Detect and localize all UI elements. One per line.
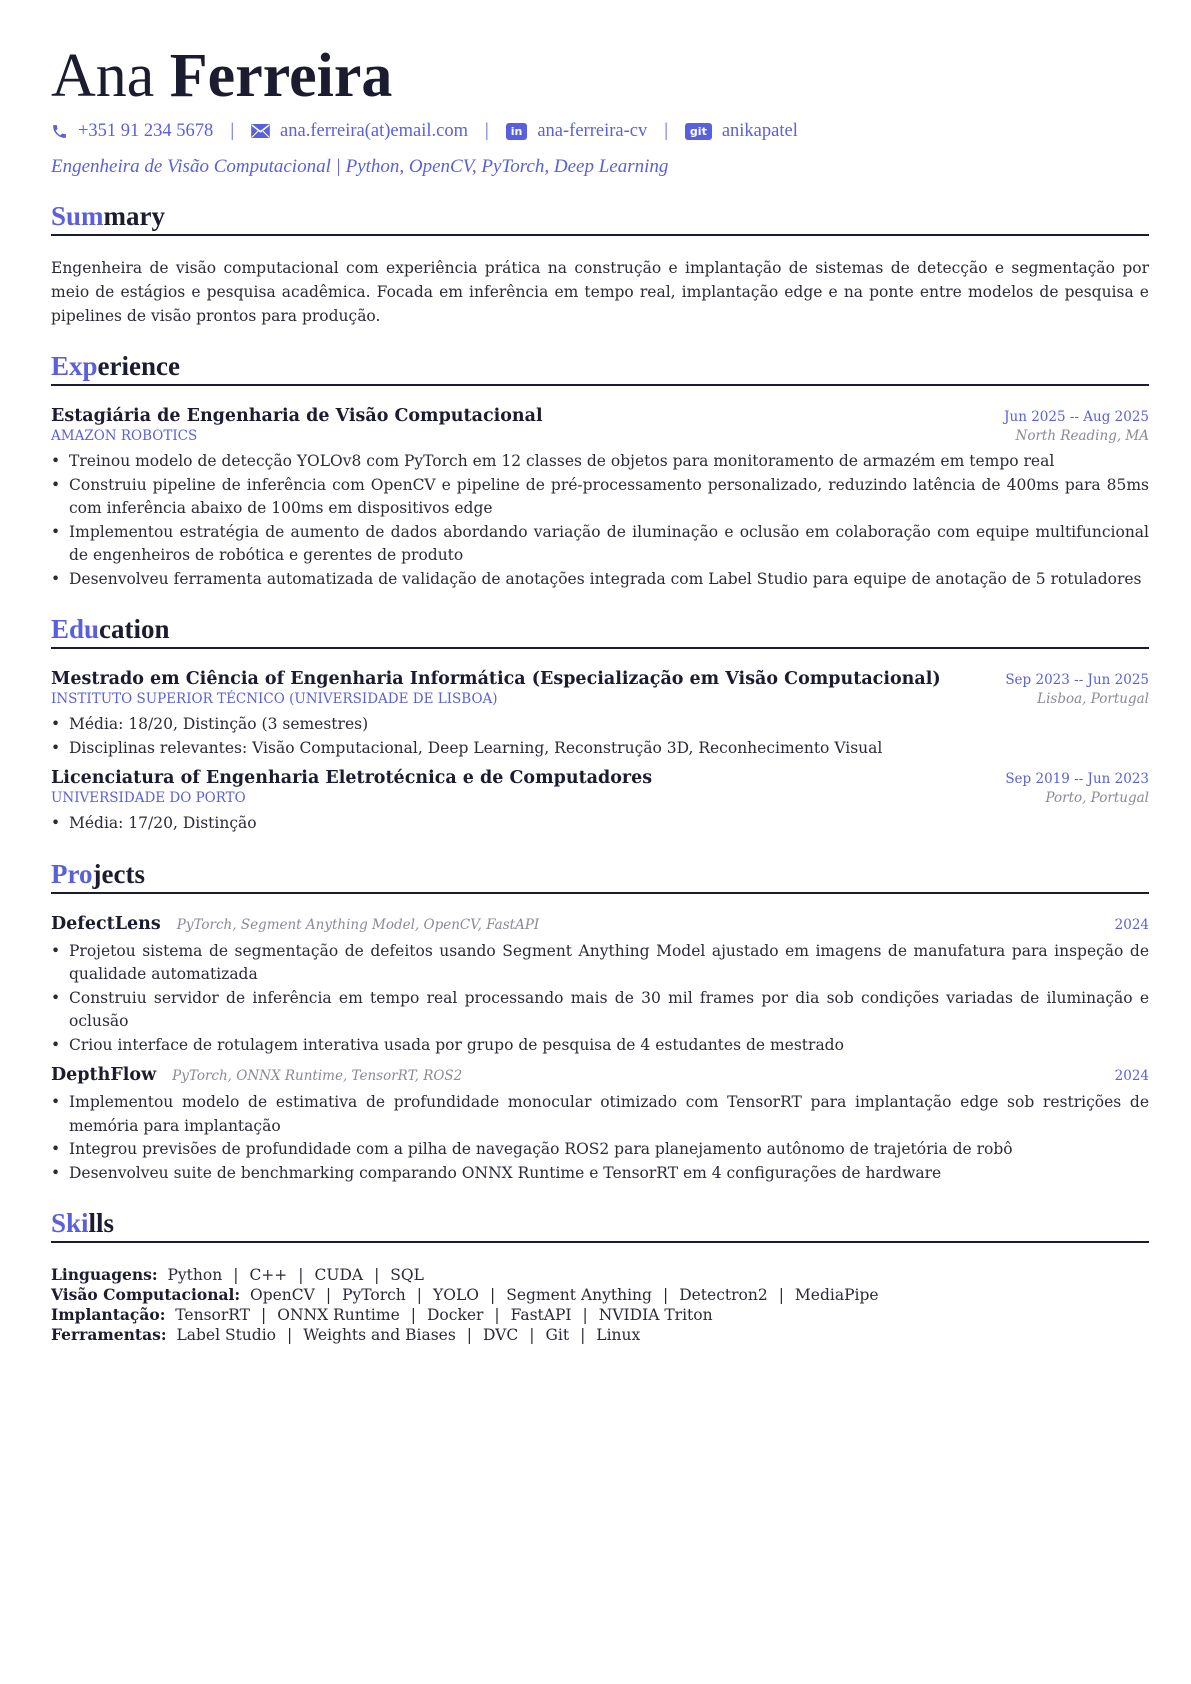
project-year: 2024 [1114, 916, 1149, 933]
phone-text: +351 91 234 5678 [78, 120, 214, 141]
candidate-name [51, 40, 1149, 112]
education-entry [51, 669, 1149, 760]
projects-section [51, 858, 1149, 1186]
skill-separator: | [580, 1326, 586, 1344]
project-year: 2024 [1114, 1068, 1149, 1084]
section-title-education: Education [51, 613, 1149, 649]
skill-category: Implantação: [51, 1305, 166, 1324]
skill-item: DVC [483, 1326, 519, 1344]
skill-row [51, 1305, 1149, 1325]
linkedin-text: ana-ferreira-cv [537, 120, 648, 141]
summary-text: Engenheira de visão computacional com experiência prática na construção e implantação de sistemas de detecção e segmentação por meio de estágios e pesquisa acadêmica. Focada em inferência em tempo real, implantação edge e na ponte entre modelos de pesquisa e pipelines de visão prontos para produção. [51, 259, 1149, 325]
first-name: Ana [51, 42, 155, 110]
skill-item: C++ [249, 1266, 288, 1284]
bullet-item: • Integrou previsões de profundidade com a pilha de navegação ROS2 para planejamento autônomo de trajetória de robô [51, 1138, 1149, 1162]
github-text: anikapatel [721, 120, 798, 141]
degree-bullets [51, 713, 1149, 760]
skill-category: Ferramentas: [51, 1325, 167, 1344]
school-location: Porto, Portugal [1045, 790, 1149, 806]
contact-separator: | [485, 120, 489, 141]
bullet-item: • Criou interface de rotulagem interativa usada por grupo de pesquisa de 4 estudantes de mestrado [51, 1034, 1149, 1058]
skill-item: Linux [596, 1326, 641, 1344]
experience-section [51, 350, 1149, 591]
skill-item: MediaPipe [794, 1286, 879, 1304]
skill-item: Docker [427, 1306, 484, 1324]
project-entry [51, 1065, 1149, 1185]
email-link[interactable] [251, 121, 468, 142]
contact-bar [51, 118, 1149, 144]
section-title-experience: Experience [51, 350, 1149, 386]
bullet-item: • Implementou modelo de estimativa de profundidade monocular otimizado com TensorRT para implantação edge sob restrições de memória para implantação [51, 1091, 1149, 1138]
skill-item: Weights and Biases [303, 1326, 456, 1344]
git-icon: git [685, 123, 712, 140]
skill-item: CUDA [314, 1266, 364, 1284]
linkedin-icon: in [506, 123, 528, 140]
bullet-item: • Desenvolveu ferramenta automatizada de validação de anotações integrada com Label Studio para equipe de anotação de 5 rotuladores [51, 568, 1149, 592]
project-tech: PyTorch, ONNX Runtime, TensorRT, ROS2 [172, 1068, 463, 1084]
skill-item: Git [545, 1326, 570, 1344]
skill-separator: | [416, 1286, 423, 1304]
last-name: Ferreira [169, 42, 393, 110]
skill-item: NVIDIA Triton [598, 1306, 713, 1324]
job-location: North Reading, MA [1015, 428, 1149, 444]
job-bullets [51, 450, 1149, 591]
bullet-item: • Desenvolveu suite de benchmarking comparando ONNX Runtime e TensorRT em 4 configurações de hardware [51, 1162, 1149, 1186]
email-text: ana.ferreira(at)email.com [280, 120, 468, 141]
skill-item: Segment Anything [506, 1286, 652, 1304]
skill-separator: | [325, 1286, 332, 1304]
phone-icon [51, 123, 68, 140]
degree-bullets [51, 812, 1149, 836]
bullet-item: • Projetou sistema de segmentação de defeitos usando Segment Anything Model ajustado em imagens de manufatura para inspeção de qualidade automatizada [51, 940, 1149, 987]
skill-separator: | [494, 1306, 500, 1324]
skill-separator: | [778, 1286, 784, 1304]
degree-title: Mestrado em Ciência of Engenharia Informática (Especialização em Visão Computacional) [51, 669, 941, 689]
summary-section [51, 200, 1149, 328]
skill-category: Linguagens: [51, 1265, 158, 1284]
bullet-item: • Treinou modelo de detecção YOLOv8 com PyTorch em 12 classes de objetos para monitoramento de armazém em tempo real [51, 450, 1149, 474]
section-title-summary: Summary [51, 200, 1149, 236]
skill-item: Detectron2 [679, 1286, 768, 1304]
project-tech: PyTorch, Segment Anything Model, OpenCV, FastAPI [176, 916, 540, 933]
education-entry [51, 768, 1149, 836]
school-name: UNIVERSIDADE DO PORTO [51, 790, 246, 806]
skill-row [51, 1325, 1149, 1345]
degree-dates: Sep 2023 -- Jun 2025 [1005, 672, 1149, 688]
skill-item: FastAPI [510, 1306, 572, 1324]
experience-entry [51, 406, 1149, 591]
skill-separator: | [466, 1326, 473, 1344]
resume-content [51, 40, 1149, 1345]
contact-separator: | [664, 120, 668, 141]
skill-separator: | [582, 1306, 588, 1324]
education-section [51, 613, 1149, 836]
skill-separator: | [662, 1286, 669, 1304]
section-title-skills: Skills [51, 1207, 1149, 1243]
contact-separator: | [230, 120, 235, 141]
skill-separator: | [233, 1266, 239, 1284]
project-bullets [51, 940, 1149, 1058]
skill-item: Label Studio [176, 1326, 276, 1344]
skill-item: SQL [390, 1266, 424, 1284]
skill-item: PyTorch [342, 1286, 406, 1304]
bullet-item: • Construiu pipeline de inferência com OpenCV e pipeline de pré-processamento personalizado, reduzindo latência de 400ms para 85ms com inferência abaixo de 100ms em dispositivos edge [51, 474, 1149, 521]
company-name: AMAZON ROBOTICS [51, 428, 198, 444]
skill-separator: | [261, 1306, 267, 1324]
skill-item: Python [167, 1266, 223, 1284]
project-entry [51, 914, 1149, 1058]
skills-section [51, 1207, 1149, 1345]
skill-category: Visão Computacional: [51, 1285, 241, 1304]
skill-separator: | [287, 1326, 293, 1344]
skill-separator: | [529, 1326, 535, 1344]
project-name: DefectLens [51, 913, 161, 934]
job-title: Estagiária de Engenharia de Visão Computacional [51, 406, 543, 426]
skill-item: TensorRT [175, 1306, 251, 1324]
envelope-icon [251, 124, 270, 138]
bullet-item: • Construiu servidor de inferência em tempo real processando mais de 30 mil frames por dia sob condições variadas de iluminação e oclusão [51, 987, 1149, 1034]
skill-item: YOLO [433, 1286, 479, 1304]
bullet-item: • Disciplinas relevantes: Visão Computacional, Deep Learning, Reconstrução 3D, Reconhecimento Visual [51, 737, 1149, 761]
section-title-projects: Projects [51, 858, 1149, 894]
degree-title: Licenciatura of Engenharia Eletrotécnica e de Computadores [51, 768, 653, 788]
skill-separator: | [489, 1286, 496, 1304]
skill-separator: | [410, 1306, 416, 1324]
skill-row [51, 1285, 1149, 1305]
project-bullets [51, 1091, 1149, 1185]
skill-separator: | [298, 1266, 304, 1284]
skill-row [51, 1265, 1149, 1285]
school-name: INSTITUTO SUPERIOR TÉCNICO (UNIVERSIDADE DE LISBOA) [51, 691, 498, 707]
school-location: Lisboa, Portugal [1037, 691, 1149, 707]
bullet-item: • Implementou estratégia de aumento de dados abordando variação de iluminação e oclusão em colaboração com equipe multifuncional de engenheiros de robótica e gerentes de produto [51, 521, 1149, 568]
tagline: Engenheira de Visão Computacional | Python, OpenCV, PyTorch, Deep Learning [51, 156, 669, 177]
skill-separator: | [374, 1266, 380, 1284]
skills-list [51, 1265, 1149, 1345]
github-link[interactable] [685, 121, 798, 142]
bullet-item: • Média: 18/20, Distinção (3 semestres) [51, 713, 1149, 737]
linkedin-link[interactable] [506, 121, 647, 142]
bullet-item: • Média: 17/20, Distinção [51, 812, 1149, 836]
phone-contact[interactable] [51, 121, 213, 142]
skill-item: OpenCV [249, 1286, 315, 1304]
skill-item: ONNX Runtime [277, 1306, 400, 1324]
degree-dates: Sep 2019 -- Jun 2023 [1005, 771, 1149, 787]
project-name: DepthFlow [51, 1065, 157, 1085]
job-dates: Jun 2025 -- Aug 2025 [1004, 409, 1149, 425]
